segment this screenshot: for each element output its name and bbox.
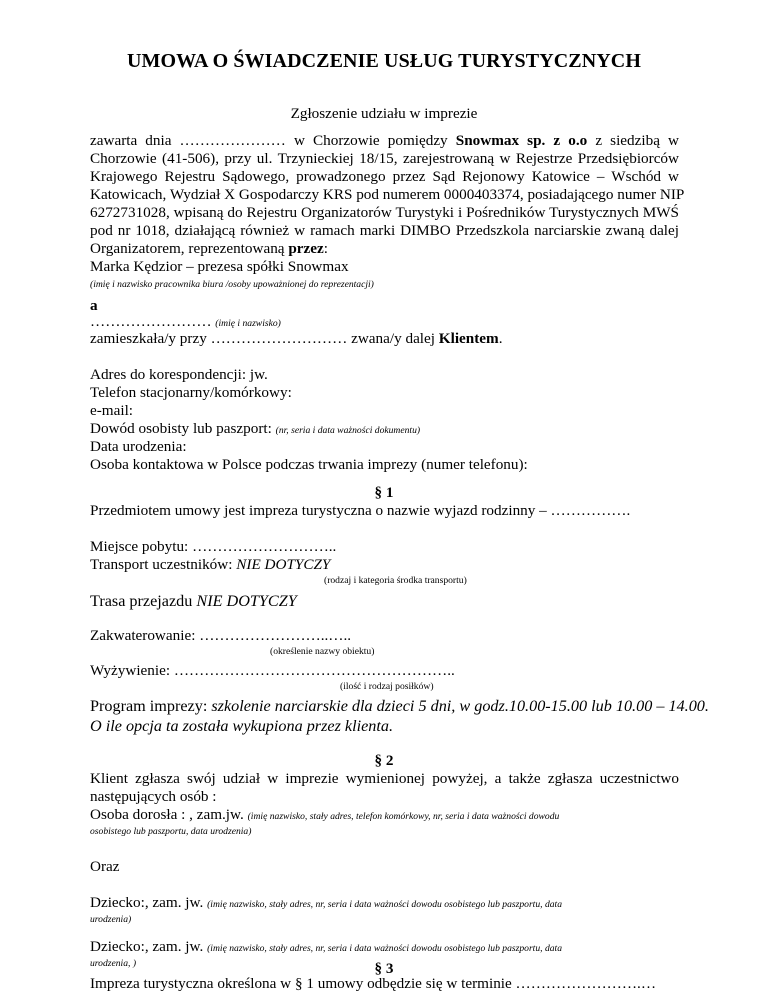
section-3-heading: § 3 (374, 960, 394, 977)
subject-line: Przedmiotem umowy jest impreza turystyczna o nazwie wyjazd rodzinny – ……………. (90, 502, 631, 519)
adult-participant-note: osobistego lub paszportu, data urodzenia) (90, 826, 252, 837)
term-line: Impreza turystyczna określona w § 1 umowy odbędzie się w terminie …………………….… (90, 975, 657, 992)
section-2-heading: § 2 (374, 752, 394, 769)
company-name: Snowmax sp. z o.o (455, 132, 588, 149)
client-name-line: …………………… (imię i nazwisko) (90, 313, 281, 330)
meals-line: Wyżywienie: ……………………………………………….. (90, 662, 455, 679)
accommodation-line: Zakwaterowanie: ……………………..….. (90, 627, 352, 644)
section-1-heading: § 1 (374, 484, 394, 501)
program-option-line: O ile opcja ta została wykupiona przez klienta. (90, 717, 394, 735)
correspondence-address: Adres do korespondencji: jw. (90, 366, 268, 383)
transport-line: Transport uczestników: NIE DOTYCZY (90, 556, 331, 573)
intro-line-3: Krajowego Rejestru Sądowego, prowadzonego przez Sąd Rejonowy Katowice – Wschód w (90, 168, 679, 185)
child-2-note: urodzenia, ) (90, 958, 137, 969)
emergency-contact-field: Osoba kontaktowa w Polsce podczas trwania imprezy (numer telefonu): (90, 456, 528, 473)
representative-note: (imię i nazwisko pracownika biura /osoby upoważnionej do reprezentacji) (90, 279, 374, 290)
intro-line-2: Chorzowie (41-506), przy ul. Trzynieckiej 18/15, zarejestrowaną w Rejestrze Przedsiębiorców (90, 150, 679, 167)
and-label: a (90, 297, 98, 314)
transport-note: (rodzaj i kategoria środka transportu) (324, 575, 467, 586)
child-1-note: urodzenia) (90, 914, 132, 925)
intro-line-7: Organizatorem, reprezentowaną przez: (90, 240, 328, 257)
document-title: UMOWA O ŚWIADCZENIE USŁUG TURYSTYCZNYCH (126, 50, 642, 72)
meals-note: (ilość i rodzaj posiłków) (340, 681, 434, 692)
intro-line-1: zawarta dnia ………………… w Chorzowie pomiędzy Snowmax sp. z o.o z siedzibą w (90, 132, 679, 149)
representative: Marka Kędzior – prezesa spółki Snowmax (90, 258, 349, 275)
child-2: Dziecko:, zam. jw. (imię nazwisko, stały adres, nr, seria i data ważności dowodu osobistego lub paszportu, data (90, 938, 563, 955)
place-line: Miejsce pobytu: ……………………….. (90, 538, 337, 555)
participation-line-1: Klient zgłasza swój udział w imprezie wymienionej powyżej, a także zgłasza uczestnictwo (90, 770, 679, 787)
adult-participant: Osoba dorosła : , zam.jw. (imię nazwisko, stały adres, telefon komórkowy, nr, seria i data ważności dowodu (90, 806, 560, 823)
route-line: Trasa przejazdu NIE DOTYCZY (90, 592, 297, 610)
intro-line-4: Katowicach, Wydział X Gospodarczy KRS pod numerem 0000403374, posiadającego numer NIP (90, 186, 685, 203)
accommodation-note: (określenie nazwy obiektu) (270, 646, 375, 657)
and-text: Oraz (90, 858, 120, 875)
subtitle: Zgłoszenie udziału w imprezie (290, 105, 478, 122)
participation-line-2: następujących osób : (90, 788, 217, 805)
intro-line-5: 6272731028, wpisaną do Rejestru Organizatorów Turystyki i Pośredników Turystycznych MWŚ (90, 204, 679, 221)
id-document-field: Dowód osobisty lub paszport: (nr, seria i data ważności dokumentu) (90, 420, 421, 437)
email-field: e-mail: (90, 402, 134, 419)
child-1: Dziecko:, zam. jw. (imię nazwisko, stały adres, nr, seria i data ważności dowodu osobistego lub paszportu, data (90, 894, 563, 911)
client-address-line: zamieszkała/y przy ……………………… zwana/y dalej Klientem. (90, 330, 503, 347)
intro-line-6: pod nr 1018, działającą również w ramach marki DIMBO Przedszkola narciarskie zwaną dalej (90, 222, 679, 239)
phone-field: Telefon stacjonarny/komórkowy: (90, 384, 292, 401)
program-line: Program imprezy: szkolenie narciarskie dla dzieci 5 dni, w godz.10.00-15.00 lub 10.00 – 14.00. (90, 697, 709, 715)
birth-date-field: Data urodzenia: (90, 438, 187, 455)
